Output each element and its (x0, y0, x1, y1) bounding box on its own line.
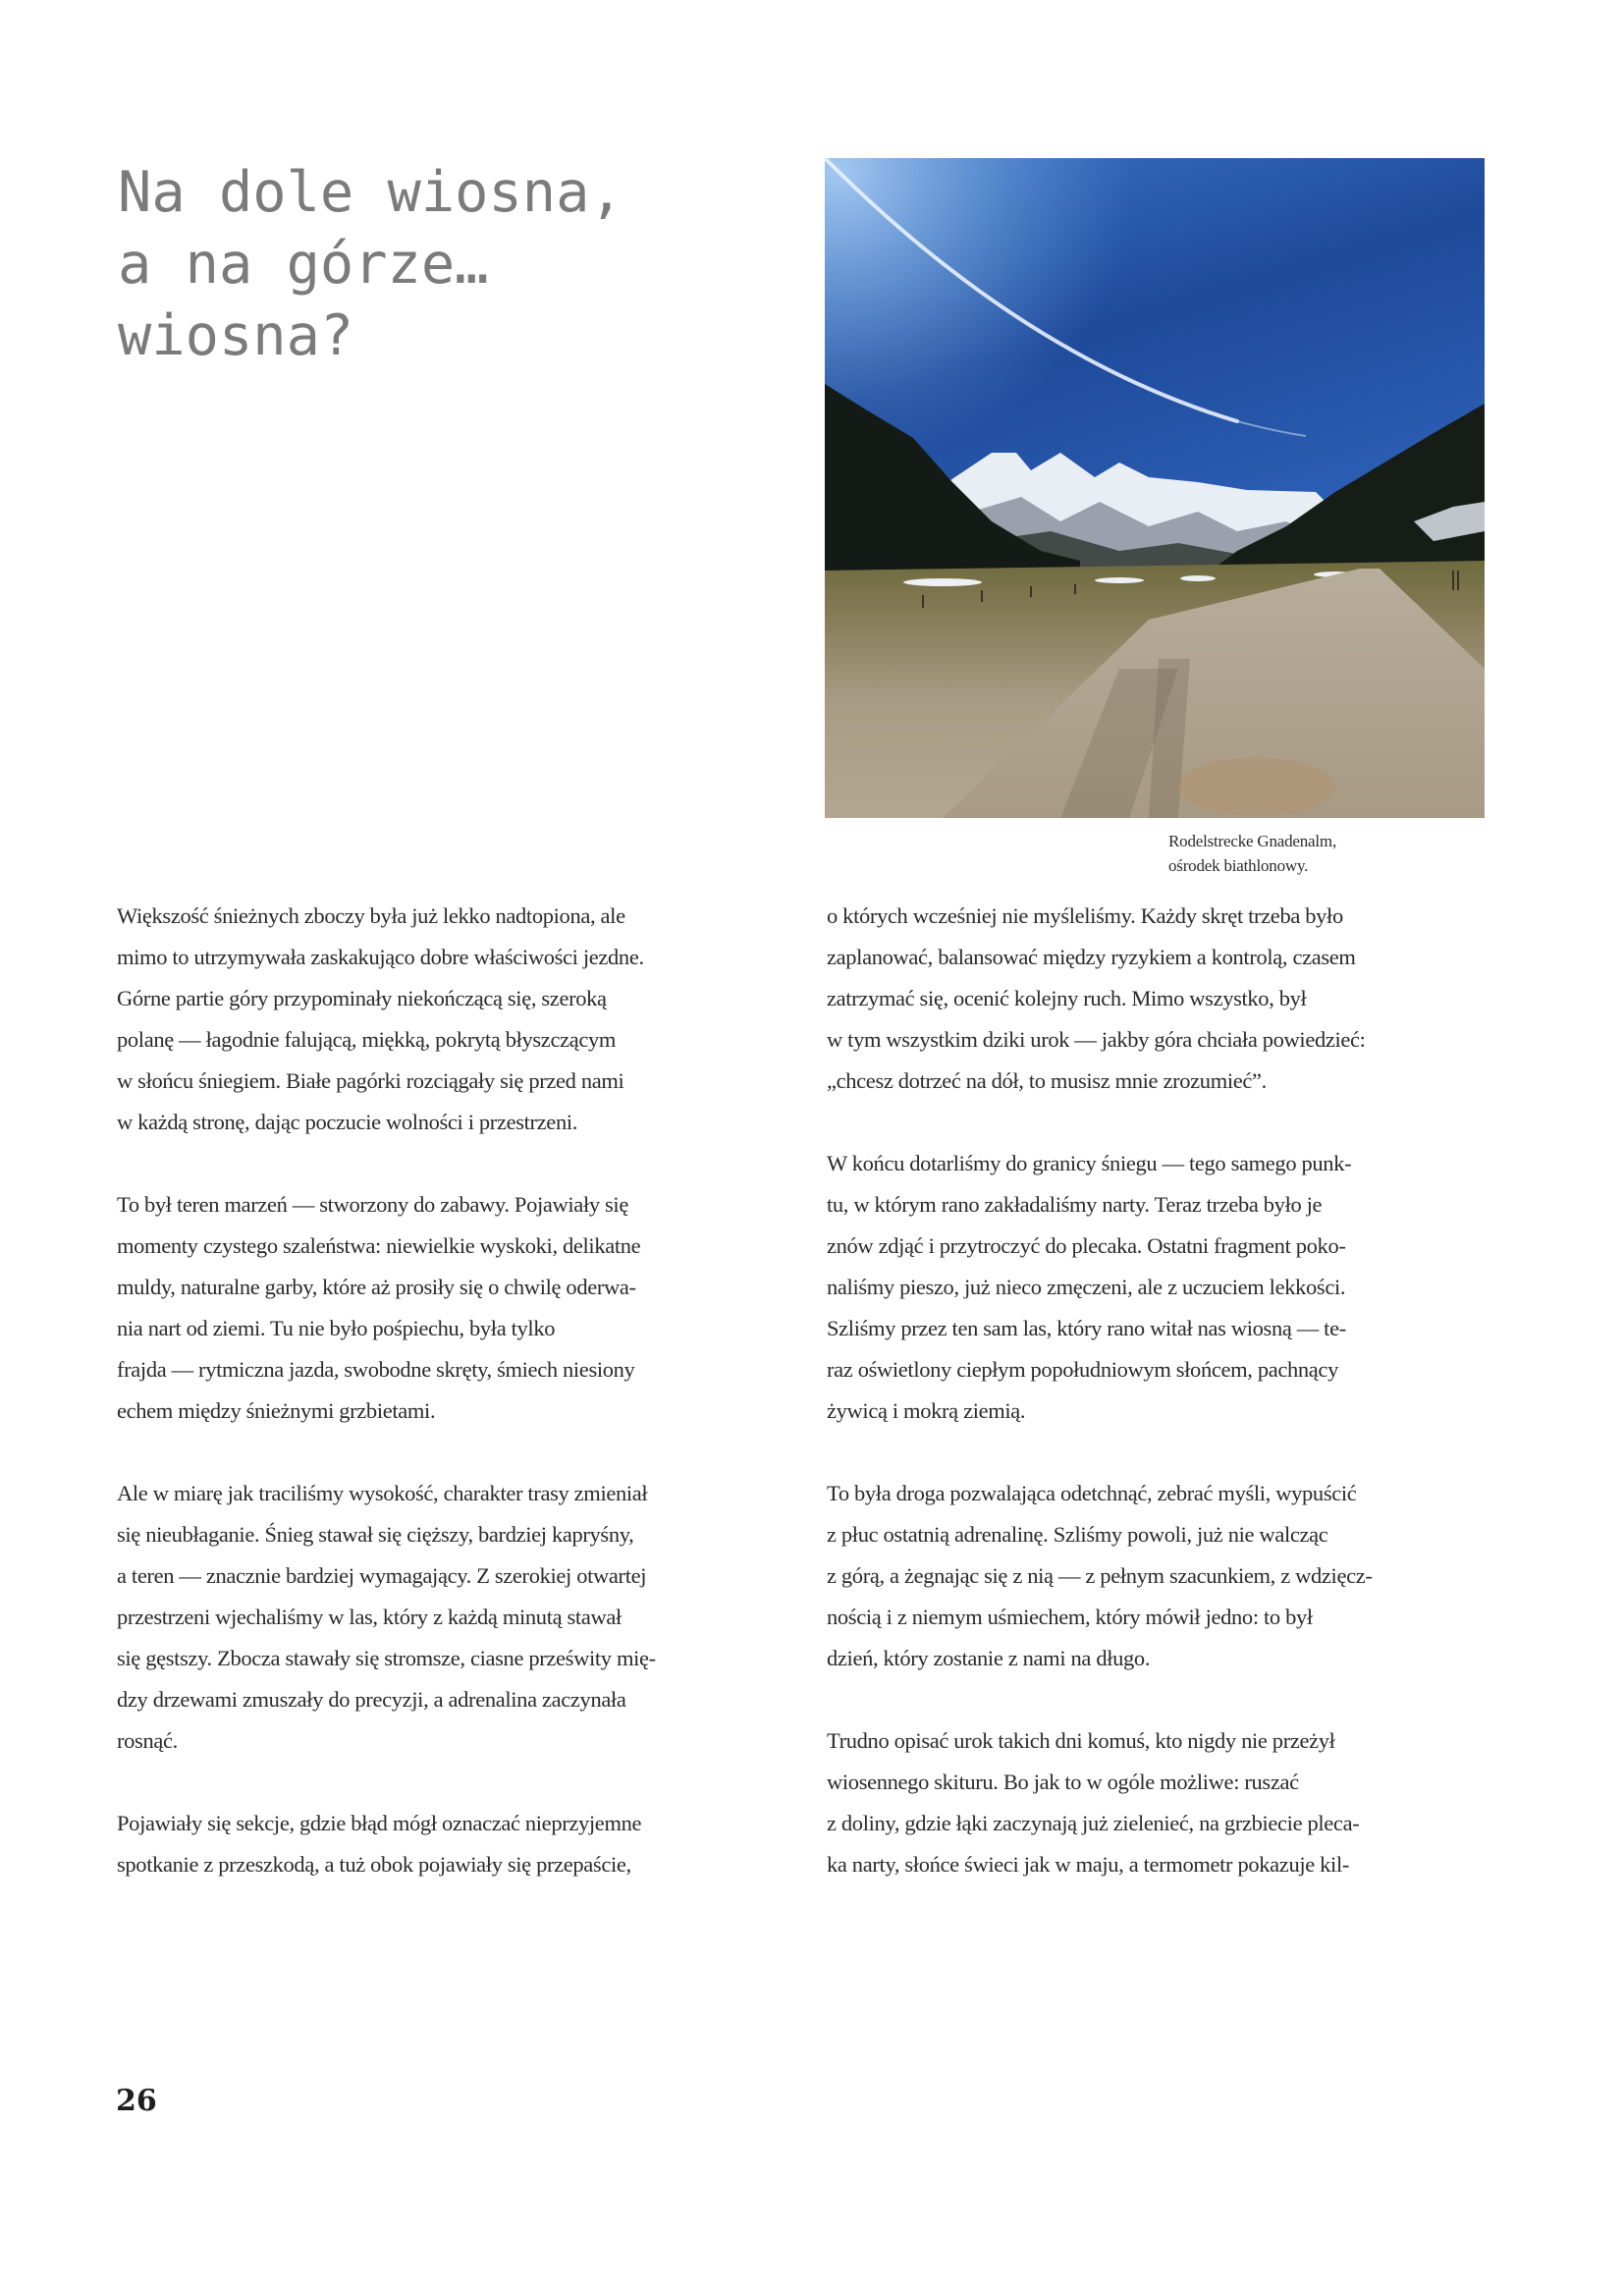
title-line-2: a na górze… (118, 232, 489, 297)
text-line: naliśmy pieszo, już nieco zmęczeni, ale z uczuciem lekkości. (827, 1275, 1346, 1299)
text-line: dzy drzewami zmuszały do precyzji, a adrenalina zaczynała (117, 1687, 626, 1712)
page-title (118, 157, 623, 372)
paragraph-1 (117, 896, 794, 1143)
text-line: To była droga pozwalająca odetchnąć, zebrać myśli, wypuścić (827, 1481, 1357, 1505)
text-line: się gęstszy. Zbocza stawały się stromsze, ciasne prześwity mię- (117, 1646, 656, 1670)
text-line: Trudno opisać urok takich dni komuś, kto nigdy nie przeżył (827, 1728, 1335, 1753)
text-line: z płuc ostatnią adrenalinę. Szliśmy powoli, już nie walcząc (827, 1522, 1328, 1547)
photo-caption (1168, 829, 1336, 878)
text-line: To był teren marzeń — stworzony do zabawy. Pojawiały się (117, 1192, 628, 1217)
text-line: przestrzeni wjechaliśmy w las, który z każdą minutą stawał (117, 1605, 622, 1629)
text-line: Szliśmy przez ten sam las, który rano witał nas wiosną — te- (827, 1316, 1346, 1340)
text-line: W końcu dotarliśmy do granicy śniegu — tego samego punk- (827, 1151, 1352, 1175)
text-line: się nieubłaganie. Śnieg stawał się cięższy, bardziej kapryśny, (117, 1522, 634, 1547)
text-line: żywicą i mokrą ziemią. (827, 1398, 1026, 1423)
paragraph-7 (827, 1473, 1504, 1679)
text-line: tu, w którym rano zakładaliśmy narty. Teraz trzeba było je (827, 1192, 1323, 1217)
paragraph-3 (117, 1473, 794, 1762)
left-text-column (117, 896, 794, 1927)
text-line: momenty czystego szaleństwa: niewielkie wyskoki, delikatne (117, 1233, 641, 1258)
text-line: „chcesz dotrzeć na dół, to musisz mnie zrozumieć”. (827, 1068, 1267, 1093)
title-line-3: wiosna? (118, 303, 354, 368)
caption-line-2: ośrodek biathlonowy. (1168, 856, 1309, 875)
text-line: spotkanie z przeszkodą, a tuż obok pojawiały się przepaście, (117, 1852, 631, 1877)
text-line: dzień, który zostanie z nami na długo. (827, 1646, 1151, 1670)
text-line: nia nart od ziemi. Tu nie było pośpiechu, była tylko (117, 1316, 556, 1340)
paragraph-6 (827, 1143, 1504, 1432)
text-line: znów zdjąć i przytroczyć do plecaka. Ostatni fragment poko- (827, 1233, 1346, 1258)
text-line: ka narty, słońce świeci jak w maju, a termometr pokazuje kil- (827, 1852, 1349, 1877)
text-line: zaplanować, balansować między ryzykiem a kontrolą, czasem (827, 945, 1356, 969)
photo-illustration (825, 158, 1485, 818)
text-line: w tym wszystkim dziki urok — jakby góra chciała powiedzieć: (827, 1027, 1366, 1052)
paragraph-4 (117, 1803, 794, 1885)
mountain-valley-photo (825, 158, 1485, 818)
text-line: Górne partie góry przypominały niekończącą się, szeroką (117, 986, 607, 1010)
text-line: mimo to utrzymywała zaskakująco dobre właściwości jezdne. (117, 945, 644, 969)
text-line: raz oświetlony ciepłym popołudniowym słońcem, pachnący (827, 1357, 1338, 1382)
text-line: nością i z niemym uśmiechem, który mówił jedno: to był (827, 1605, 1313, 1629)
title-line-1: Na dole wiosna, (118, 160, 623, 225)
text-line: rosnąć. (117, 1728, 178, 1753)
text-line: wiosennego skituru. Bo jak to w ogóle możliwe: ruszać (827, 1770, 1299, 1794)
text-line: frajda — rytmiczna jazda, swobodne skręty, śmiech niesiony (117, 1357, 635, 1382)
paragraph-5 (827, 896, 1504, 1102)
text-line: Ale w miarę jak traciliśmy wysokość, charakter trasy zmieniał (117, 1481, 648, 1505)
text-line: zatrzymać się, ocenić kolejny ruch. Mimo wszystko, był (827, 986, 1307, 1010)
text-line: polanę — łagodnie falującą, miękką, pokrytą błyszczącym (117, 1027, 617, 1052)
text-line: Większość śnieżnych zboczy była już lekko nadtopiona, ale (117, 903, 625, 928)
text-line: w każdą stronę, dając poczucie wolności i przestrzeni. (117, 1110, 578, 1134)
page-number: 26 (116, 2084, 157, 2118)
text-line: a teren — znacznie bardziej wymagający. Z szerokiej otwartej (117, 1563, 647, 1588)
hero-photo-figure (825, 158, 1485, 818)
paragraph-8 (827, 1720, 1504, 1885)
text-line: o których wcześniej nie myśleliśmy. Każdy skręt trzeba było (827, 903, 1343, 928)
right-text-column (827, 896, 1504, 1927)
text-line: z doliny, gdzie łąki zaczynają już zielenieć, na grzbiecie pleca- (827, 1811, 1360, 1835)
text-line: muldy, naturalne garby, które aż prosiły się o chwilę oderwa- (117, 1275, 636, 1299)
paragraph-2 (117, 1184, 794, 1432)
text-line: w słońcu śniegiem. Białe pagórki rozciągały się przed nami (117, 1068, 624, 1093)
caption-line-1: Rodelstrecke Gnadenalm, (1168, 832, 1337, 850)
text-line: Pojawiały się sekcje, gdzie błąd mógł oznaczać nieprzyjemne (117, 1811, 642, 1835)
text-line: echem między śnieżnymi grzbietami. (117, 1398, 436, 1423)
text-line: z górą, a żegnając się z nią — z pełnym szacunkiem, z wdzięcz- (827, 1563, 1373, 1588)
